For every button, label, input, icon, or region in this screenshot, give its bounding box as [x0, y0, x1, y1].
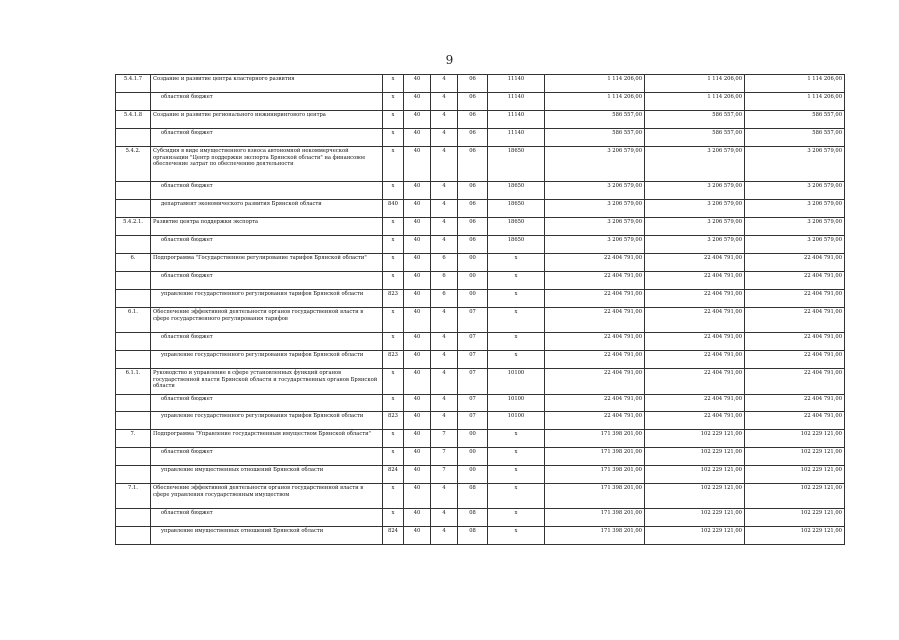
table-row	[116, 75, 845, 93]
row-name: управление государственного регулирования тарифов Брянской области	[151, 290, 383, 308]
row-kvsr: х	[383, 147, 404, 182]
row-value-2: 3 206 579,00	[645, 236, 745, 254]
row-value-1: 3 206 579,00	[545, 182, 645, 200]
row-col-3: 06	[458, 200, 488, 218]
row-kvsr: х	[383, 111, 404, 129]
row-col-4: х	[488, 254, 545, 272]
row-col-2: 6	[431, 254, 458, 272]
row-value-3: 22 404 791,00	[745, 272, 845, 290]
row-name: Развитие центра поддержки экспорта	[151, 218, 383, 236]
row-col-3: 00	[458, 254, 488, 272]
row-name: областной бюджет	[151, 509, 383, 527]
row-value-3: 102 229 121,00	[745, 509, 845, 527]
row-col-3: 06	[458, 236, 488, 254]
table-row	[116, 290, 845, 308]
budget-table	[115, 74, 845, 545]
row-value-1: 22 404 791,00	[545, 412, 645, 430]
row-col-4: х	[488, 466, 545, 484]
row-col-1: 40	[404, 509, 431, 527]
table-row	[116, 236, 845, 254]
row-col-3: 06	[458, 182, 488, 200]
row-col-2: 7	[431, 430, 458, 448]
row-kvsr: х	[383, 448, 404, 466]
row-value-2: 586 557,00	[645, 129, 745, 147]
row-kvsr: 823	[383, 290, 404, 308]
row-value-3: 1 114 206,00	[745, 93, 845, 111]
row-col-4: 11140	[488, 129, 545, 147]
row-code: 5.4.1.8	[116, 111, 151, 129]
row-kvsr: х	[383, 236, 404, 254]
row-col-2: 4	[431, 75, 458, 93]
row-col-4: 18650	[488, 200, 545, 218]
row-value-2: 102 229 121,00	[645, 484, 745, 509]
row-name: Обеспечение эффективной деятельности органов государственной власти в сфере государственного регулирования тарифов	[151, 308, 383, 333]
table-row	[116, 412, 845, 430]
row-value-1: 22 404 791,00	[545, 395, 645, 412]
row-col-2: 4	[431, 527, 458, 545]
row-value-1: 586 557,00	[545, 129, 645, 147]
row-col-1: 40	[404, 430, 431, 448]
row-value-2: 3 206 579,00	[645, 147, 745, 182]
row-value-1: 171 398 201,00	[545, 430, 645, 448]
row-value-3: 3 206 579,00	[745, 236, 845, 254]
row-col-3: 06	[458, 93, 488, 111]
row-value-2: 102 229 121,00	[645, 509, 745, 527]
row-value-3: 22 404 791,00	[745, 333, 845, 351]
row-value-1: 1 114 206,00	[545, 75, 645, 93]
table-row	[116, 430, 845, 448]
row-value-1: 22 404 791,00	[545, 351, 645, 369]
row-code	[116, 509, 151, 527]
row-name: управление государственного регулирования тарифов Брянской области	[151, 412, 383, 430]
table-row	[116, 484, 845, 509]
row-value-2: 3 206 579,00	[645, 200, 745, 218]
row-col-1: 40	[404, 93, 431, 111]
row-col-2: 4	[431, 236, 458, 254]
row-col-1: 40	[404, 333, 431, 351]
table-row	[116, 111, 845, 129]
row-value-3: 22 404 791,00	[745, 254, 845, 272]
row-col-2: 4	[431, 412, 458, 430]
row-name: областной бюджет	[151, 272, 383, 290]
row-name: Субсидия в виде имущественного взноса автономной некоммерческой организации "Центр поддержки экспорта Брянской области" на финансовое обеспечение затрат по обеспечению деятельности	[151, 147, 383, 182]
row-kvsr: х	[383, 75, 404, 93]
row-col-4: х	[488, 290, 545, 308]
row-name: Подпрограмма "Управление государственным имуществом Брянской области"	[151, 430, 383, 448]
row-code	[116, 527, 151, 545]
row-code: 5.4.2.	[116, 147, 151, 182]
row-col-1: 40	[404, 200, 431, 218]
row-value-3: 22 404 791,00	[745, 395, 845, 412]
row-kvsr: х	[383, 395, 404, 412]
row-kvsr: х	[383, 129, 404, 147]
row-name: Подпрограмма "Государственное регулирование тарифов Брянской области"	[151, 254, 383, 272]
row-col-2: 4	[431, 147, 458, 182]
row-col-4: 18650	[488, 182, 545, 200]
row-col-4: 10100	[488, 369, 545, 395]
row-col-4: х	[488, 351, 545, 369]
page-number: 9	[445, 53, 454, 67]
row-value-3: 586 557,00	[745, 129, 845, 147]
row-code	[116, 333, 151, 351]
row-name: управление имущественных отношений Брянской области	[151, 466, 383, 484]
row-col-1: 40	[404, 484, 431, 509]
row-col-1: 40	[404, 147, 431, 182]
row-col-2: 4	[431, 369, 458, 395]
row-col-1: 40	[404, 236, 431, 254]
row-value-2: 102 229 121,00	[645, 430, 745, 448]
row-name: областной бюджет	[151, 129, 383, 147]
row-kvsr: х	[383, 509, 404, 527]
row-name: Руководство и управление в сфере установленных функций органов государственной власти Брянской области и государственных органов Брянской области	[151, 369, 383, 395]
row-code: 6.1.	[116, 308, 151, 333]
row-value-1: 22 404 791,00	[545, 254, 645, 272]
row-code	[116, 290, 151, 308]
row-col-4: х	[488, 448, 545, 466]
row-col-4: 10100	[488, 395, 545, 412]
row-name: областной бюджет	[151, 93, 383, 111]
row-value-3: 3 206 579,00	[745, 182, 845, 200]
row-col-3: 06	[458, 75, 488, 93]
row-value-1: 22 404 791,00	[545, 369, 645, 395]
row-code	[116, 182, 151, 200]
row-value-1: 171 398 201,00	[545, 448, 645, 466]
row-value-1: 22 404 791,00	[545, 272, 645, 290]
row-kvsr: х	[383, 182, 404, 200]
row-value-2: 22 404 791,00	[645, 254, 745, 272]
row-col-4: х	[488, 333, 545, 351]
row-col-3: 00	[458, 290, 488, 308]
row-col-3: 07	[458, 395, 488, 412]
row-value-1: 171 398 201,00	[545, 466, 645, 484]
row-value-2: 22 404 791,00	[645, 412, 745, 430]
row-kvsr: х	[383, 272, 404, 290]
row-col-1: 40	[404, 254, 431, 272]
row-col-3: 07	[458, 333, 488, 351]
row-col-2: 6	[431, 290, 458, 308]
row-value-1: 3 206 579,00	[545, 200, 645, 218]
row-col-2: 7	[431, 466, 458, 484]
row-col-2: 4	[431, 308, 458, 333]
row-col-3: 06	[458, 147, 488, 182]
row-value-1: 3 206 579,00	[545, 236, 645, 254]
row-name: департамент экономического развития Брянской области	[151, 200, 383, 218]
row-col-3: 00	[458, 430, 488, 448]
row-code	[116, 412, 151, 430]
row-kvsr: 824	[383, 466, 404, 484]
table-row	[116, 182, 845, 200]
table-row	[116, 272, 845, 290]
row-value-3: 102 229 121,00	[745, 484, 845, 509]
row-col-3: 00	[458, 466, 488, 484]
row-col-1: 40	[404, 218, 431, 236]
row-name: Создание и развитие регионального инжинирингового центра	[151, 111, 383, 129]
row-col-2: 4	[431, 484, 458, 509]
row-kvsr: 824	[383, 527, 404, 545]
row-col-3: 07	[458, 369, 488, 395]
row-code: 5.4.1.7	[116, 75, 151, 93]
row-value-3: 22 404 791,00	[745, 412, 845, 430]
row-value-1: 22 404 791,00	[545, 290, 645, 308]
row-code	[116, 236, 151, 254]
row-col-1: 40	[404, 272, 431, 290]
row-col-4: 18650	[488, 236, 545, 254]
row-value-2: 102 229 121,00	[645, 466, 745, 484]
row-kvsr: 840	[383, 200, 404, 218]
row-col-1: 40	[404, 111, 431, 129]
row-kvsr: х	[383, 484, 404, 509]
row-value-3: 102 229 121,00	[745, 527, 845, 545]
row-code	[116, 351, 151, 369]
row-value-3: 3 206 579,00	[745, 147, 845, 182]
row-col-4: х	[488, 527, 545, 545]
row-col-2: 4	[431, 395, 458, 412]
row-value-3: 586 557,00	[745, 111, 845, 129]
row-value-3: 22 404 791,00	[745, 308, 845, 333]
row-kvsr: х	[383, 333, 404, 351]
row-col-1: 40	[404, 369, 431, 395]
row-value-1: 1 114 206,00	[545, 93, 645, 111]
row-col-3: 06	[458, 129, 488, 147]
row-code	[116, 466, 151, 484]
row-value-1: 171 398 201,00	[545, 484, 645, 509]
row-value-2: 22 404 791,00	[645, 351, 745, 369]
row-name: областной бюджет	[151, 448, 383, 466]
row-col-4: х	[488, 272, 545, 290]
row-value-1: 3 206 579,00	[545, 147, 645, 182]
row-value-3: 102 229 121,00	[745, 430, 845, 448]
row-value-3: 3 206 579,00	[745, 200, 845, 218]
row-value-2: 3 206 579,00	[645, 182, 745, 200]
row-kvsr: х	[383, 254, 404, 272]
row-col-1: 40	[404, 290, 431, 308]
row-col-4: 10100	[488, 412, 545, 430]
row-col-2: 7	[431, 448, 458, 466]
row-col-1: 40	[404, 308, 431, 333]
table-body	[116, 75, 845, 545]
row-col-3: 00	[458, 272, 488, 290]
row-value-3: 22 404 791,00	[745, 369, 845, 395]
row-value-3: 22 404 791,00	[745, 351, 845, 369]
row-value-1: 22 404 791,00	[545, 333, 645, 351]
table-row	[116, 466, 845, 484]
row-col-1: 40	[404, 412, 431, 430]
row-col-3: 06	[458, 111, 488, 129]
row-value-2: 102 229 121,00	[645, 527, 745, 545]
row-name: областной бюджет	[151, 395, 383, 412]
row-col-4: х	[488, 430, 545, 448]
table-row	[116, 129, 845, 147]
row-col-1: 40	[404, 75, 431, 93]
row-value-1: 171 398 201,00	[545, 509, 645, 527]
table-row	[116, 509, 845, 527]
row-value-2: 102 229 121,00	[645, 448, 745, 466]
row-col-1: 40	[404, 395, 431, 412]
row-col-1: 40	[404, 466, 431, 484]
row-col-3: 06	[458, 218, 488, 236]
table-row	[116, 395, 845, 412]
table-row	[116, 147, 845, 182]
table-row	[116, 218, 845, 236]
row-col-2: 4	[431, 333, 458, 351]
row-value-2: 22 404 791,00	[645, 333, 745, 351]
row-code: 7.1.	[116, 484, 151, 509]
row-col-4: х	[488, 509, 545, 527]
row-kvsr: х	[383, 308, 404, 333]
row-value-2: 22 404 791,00	[645, 308, 745, 333]
row-name: Обеспечение эффективной деятельности органов государственной власти в сфере управления государственным имуществом	[151, 484, 383, 509]
row-code: 7.	[116, 430, 151, 448]
row-code: 6.	[116, 254, 151, 272]
row-value-1: 586 557,00	[545, 111, 645, 129]
row-value-2: 22 404 791,00	[645, 290, 745, 308]
row-value-2: 22 404 791,00	[645, 272, 745, 290]
row-col-4: 18650	[488, 147, 545, 182]
row-kvsr: х	[383, 218, 404, 236]
row-kvsr: х	[383, 369, 404, 395]
row-value-3: 22 404 791,00	[745, 290, 845, 308]
table-row	[116, 308, 845, 333]
row-col-3: 07	[458, 412, 488, 430]
row-col-4: 11140	[488, 111, 545, 129]
row-value-3: 3 206 579,00	[745, 218, 845, 236]
row-value-1: 171 398 201,00	[545, 527, 645, 545]
row-col-4: 11140	[488, 75, 545, 93]
row-name: областной бюджет	[151, 333, 383, 351]
row-code	[116, 395, 151, 412]
row-col-2: 4	[431, 200, 458, 218]
table-row	[116, 93, 845, 111]
row-value-2: 3 206 579,00	[645, 218, 745, 236]
row-col-1: 40	[404, 527, 431, 545]
row-col-2: 4	[431, 218, 458, 236]
table-row	[116, 254, 845, 272]
row-col-2: 4	[431, 111, 458, 129]
table-row	[116, 369, 845, 395]
row-col-4: х	[488, 484, 545, 509]
row-col-4: 11140	[488, 93, 545, 111]
row-col-2: 4	[431, 129, 458, 147]
row-col-2: 4	[431, 351, 458, 369]
row-col-1: 40	[404, 351, 431, 369]
row-value-2: 1 114 206,00	[645, 93, 745, 111]
row-col-3: 07	[458, 351, 488, 369]
row-code: 6.1.1.	[116, 369, 151, 395]
table-row	[116, 448, 845, 466]
row-kvsr: 823	[383, 412, 404, 430]
row-code	[116, 272, 151, 290]
row-col-2: 4	[431, 182, 458, 200]
row-kvsr: 823	[383, 351, 404, 369]
row-code	[116, 200, 151, 218]
row-name: управление имущественных отношений Брянской области	[151, 527, 383, 545]
row-value-3: 102 229 121,00	[745, 448, 845, 466]
row-value-3: 102 229 121,00	[745, 466, 845, 484]
row-col-2: 6	[431, 272, 458, 290]
row-col-1: 40	[404, 182, 431, 200]
row-col-3: 08	[458, 484, 488, 509]
row-col-2: 4	[431, 509, 458, 527]
row-col-3: 08	[458, 527, 488, 545]
row-col-1: 40	[404, 129, 431, 147]
row-value-2: 22 404 791,00	[645, 369, 745, 395]
row-name: управление государственного регулирования тарифов Брянской области	[151, 351, 383, 369]
table-row	[116, 527, 845, 545]
table-row	[116, 200, 845, 218]
row-col-2: 4	[431, 93, 458, 111]
row-value-2: 1 114 206,00	[645, 75, 745, 93]
row-name: областной бюджет	[151, 236, 383, 254]
row-kvsr: х	[383, 430, 404, 448]
row-value-1: 3 206 579,00	[545, 218, 645, 236]
row-code	[116, 448, 151, 466]
row-col-4: 18650	[488, 218, 545, 236]
row-col-4: х	[488, 308, 545, 333]
row-code: 5.4.2.1.	[116, 218, 151, 236]
row-value-1: 22 404 791,00	[545, 308, 645, 333]
row-col-3: 07	[458, 308, 488, 333]
row-col-3: 00	[458, 448, 488, 466]
table-row	[116, 351, 845, 369]
row-kvsr: х	[383, 93, 404, 111]
row-value-2: 586 557,00	[645, 111, 745, 129]
row-value-2: 22 404 791,00	[645, 395, 745, 412]
row-col-1: 40	[404, 448, 431, 466]
row-col-3: 08	[458, 509, 488, 527]
row-value-3: 1 114 206,00	[745, 75, 845, 93]
table-row	[116, 333, 845, 351]
row-name: Создание и развитие центра кластерного развития	[151, 75, 383, 93]
row-code	[116, 93, 151, 111]
row-name: областной бюджет	[151, 182, 383, 200]
row-code	[116, 129, 151, 147]
